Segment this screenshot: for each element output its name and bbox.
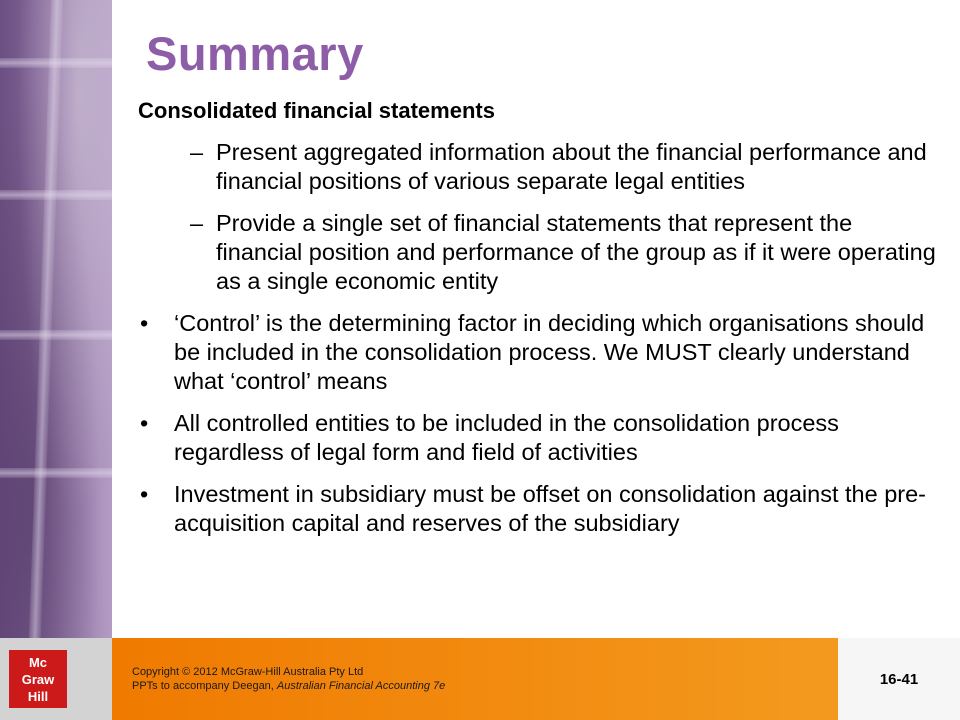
- logo-text: Hill: [27, 688, 49, 704]
- bullet-marker: •: [140, 310, 149, 336]
- footer-copyright: [132, 665, 445, 693]
- section-heading: Consolidated financial statements: [138, 98, 495, 123]
- book-title: Australian Financial Accounting 7e: [276, 680, 446, 692]
- page-number-box: [838, 638, 960, 720]
- bullet-point: [138, 480, 938, 538]
- ppts-line: [132, 679, 445, 693]
- page-number: 16-41: [879, 670, 919, 688]
- sub-point-text: Provide a single set of financial statements that represent the financial position and performance of the group as if it were operating as a single economic entity: [216, 210, 936, 294]
- copyright-line: Copyright © 2012 McGraw-Hill Australia Pty Ltd: [132, 666, 364, 678]
- slide-body: [138, 96, 938, 551]
- bullet-marker: •: [140, 481, 149, 507]
- sub-point: [138, 138, 938, 196]
- sub-point-text: Present aggregated information about the financial performance and financial positions of various separate legal entities: [216, 139, 927, 194]
- logo-text: Mc: [28, 654, 48, 670]
- grid-line: [0, 468, 112, 478]
- sub-point: [138, 209, 938, 296]
- bullet-text: Investment in subsidiary must be offset on consolidation against the pre-acquisition capital and reserves of the subsidiary: [174, 481, 926, 536]
- bullet-point: [138, 409, 938, 467]
- logo-text: Graw: [21, 671, 55, 687]
- bullet-marker: •: [140, 410, 149, 436]
- ppts-prefix: PPTs to accompany Deegan,: [132, 680, 277, 692]
- dash-marker: –: [190, 210, 204, 236]
- decorative-side-image: [0, 0, 112, 638]
- slide-title: Summary: [146, 27, 364, 80]
- dash-marker: –: [190, 139, 204, 165]
- mcgraw-hill-logo: [9, 650, 67, 708]
- bullet-text: ‘Control’ is the determining factor in deciding which organisations should be included in the consolidation process. We MUST clearly understand what ‘control’ means: [174, 310, 925, 394]
- grid-line: [0, 330, 112, 340]
- bullet-text: All controlled entities to be included in the consolidation process regardless of legal form and field of activities: [174, 410, 839, 465]
- bullet-point: [138, 309, 938, 396]
